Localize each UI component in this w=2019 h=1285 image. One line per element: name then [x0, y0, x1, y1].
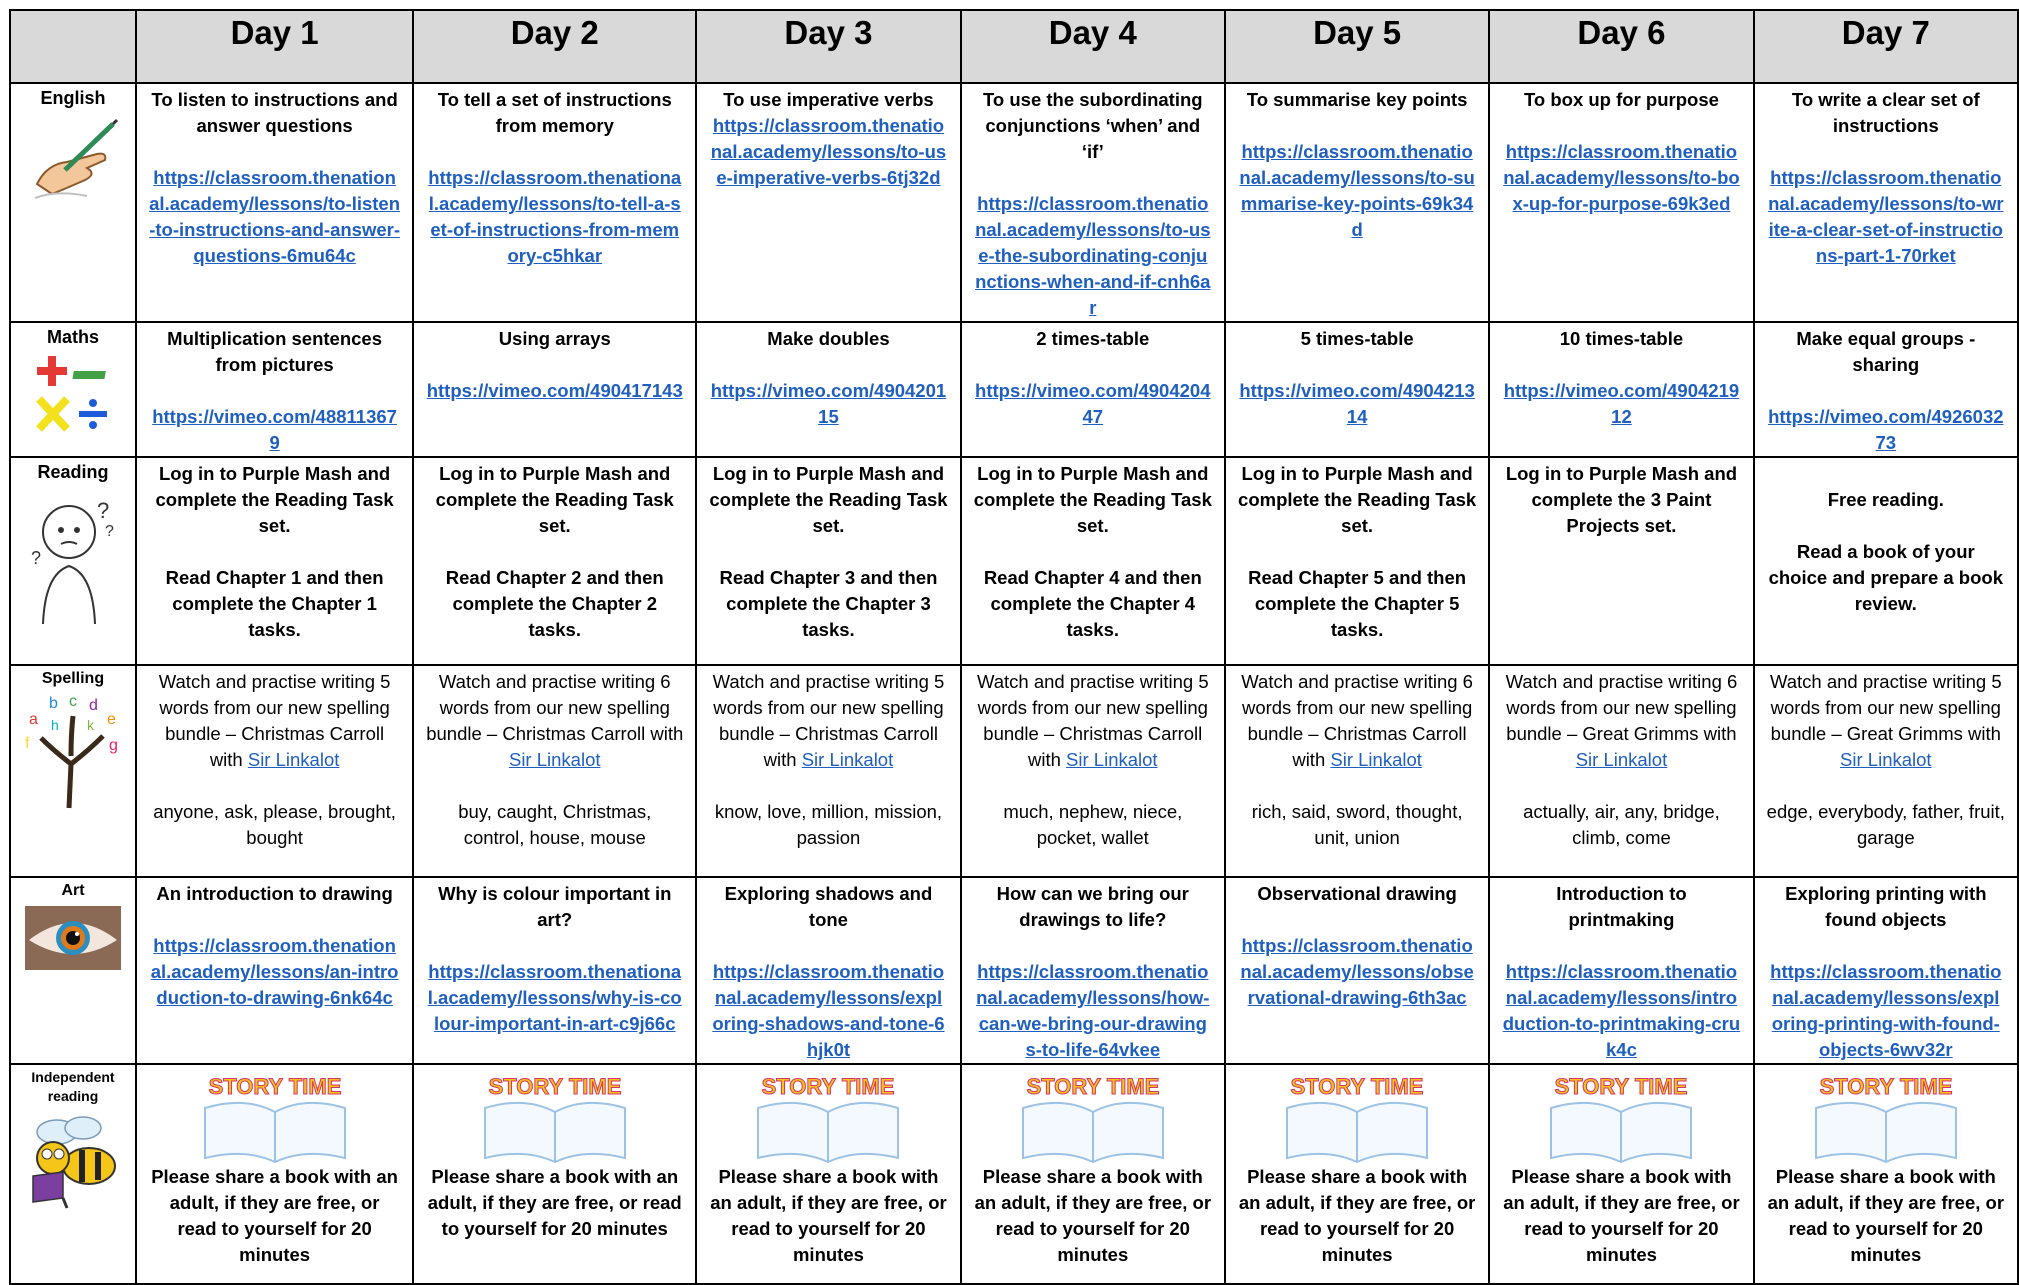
video-link[interactable]: https://vimeo.com/490420115 [710, 380, 947, 427]
lesson-title: To use the subordinating conjunctions ‘when’ and ‘if’ [982, 89, 1203, 162]
video-link[interactable]: https://vimeo.com/490421314 [1239, 380, 1475, 427]
independent-reading-cell [1225, 1064, 1489, 1284]
lesson-title: To listen to instructions and answer questions [151, 89, 398, 136]
svg-text:?: ? [105, 523, 114, 541]
reading-cell [136, 457, 413, 665]
art-row [10, 877, 2018, 1064]
spelling-task [709, 669, 947, 773]
subject-label: Art [61, 882, 85, 899]
lesson-link[interactable]: https://classroom.thenational.academy/lessons/why-is-colour-important-in-art-c9j66c [427, 961, 682, 1034]
story-time-logo [1267, 1068, 1447, 1164]
spelling-cell [1489, 665, 1753, 877]
maths-cell [413, 322, 696, 457]
sir-linkalot-link[interactable]: Sir Linkalot [1066, 749, 1158, 770]
eye-icon [25, 906, 121, 970]
lesson-title: Why is colour important in art? [438, 883, 672, 930]
svg-text:STORY TIME: STORY TIME [762, 1074, 895, 1099]
day-header: Day 5 [1225, 10, 1489, 83]
art-cell [961, 877, 1225, 1064]
independent-reading-text: Please share a book with an adult, if they are free, or read to yourself for 20 minutes [1767, 1166, 2005, 1265]
svg-text:d: d [89, 696, 98, 714]
story-time-logo [1531, 1068, 1711, 1164]
lesson-title: An introduction to drawing [156, 883, 393, 904]
maths-cell [961, 322, 1225, 457]
sir-linkalot-link[interactable]: Sir Linkalot [247, 749, 340, 770]
sir-linkalot-link[interactable]: Sir Linkalot [1330, 749, 1422, 770]
maths-cell [696, 322, 960, 457]
spelling-cell [1225, 665, 1489, 877]
spelling-cell [136, 665, 413, 877]
independent-reading-text: Please share a book with an adult, if they are free, or read to yourself for 20 minutes [1238, 1166, 1476, 1265]
subject-label: Reading [37, 462, 109, 482]
spelling-words: edge, everybody, father, fruit, garage [1766, 801, 2005, 848]
independent-reading-text: Please share a book with an adult, if they are free, or read to yourself for 20 minutes [427, 1166, 682, 1239]
day-header: Day 3 [696, 10, 960, 83]
video-link[interactable]: https://vimeo.com/488113679 [152, 406, 397, 453]
independent-reading-row [10, 1064, 2018, 1284]
subject-label: English [40, 88, 106, 108]
spelling-cell [413, 665, 696, 877]
independent-reading-cell [136, 1064, 413, 1284]
spelling-task [149, 669, 400, 773]
spelling-words: anyone, ask, please, brought, bought [153, 801, 396, 848]
lesson-title: Exploring shadows and tone [724, 883, 933, 930]
sir-linkalot-link[interactable]: Sir Linkalot [801, 749, 894, 770]
day-header: Day 1 [136, 10, 413, 83]
spelling-task-text: Watch and practise writing 5 words from our new spelling bundle – Christmas Carroll with [158, 671, 391, 770]
day-header: Day 2 [413, 10, 696, 83]
spelling-task-text: Watch and practise writing 5 words from our new spelling bundle – Christmas Carroll with [976, 671, 1209, 770]
reading-row [10, 457, 2018, 665]
story-time-logo [465, 1068, 645, 1164]
story-time-logo [185, 1068, 365, 1164]
math-operators-icon [33, 353, 113, 433]
art-cell [1489, 877, 1753, 1064]
english-cell [1754, 83, 2018, 322]
english-cell [136, 83, 413, 322]
spelling-words: actually, air, any, bridge, climb, come [1523, 801, 1720, 848]
art-cell [413, 877, 696, 1064]
spelling-task [1238, 669, 1476, 773]
day-header: Day 7 [1754, 10, 2018, 83]
day-header: Day 4 [961, 10, 1225, 83]
maths-cell [1754, 322, 2018, 457]
task-text: Free reading. [1827, 489, 1944, 510]
lesson-link[interactable]: https://classroom.thenational.academy/lessons/to-use-the-subordinating-conjunctions-when-and-if-cnh6ar [975, 193, 1211, 318]
spelling-row [10, 665, 2018, 877]
story-time-logo [738, 1068, 918, 1164]
task-text: Log in to Purple Mash and complete the Reading Task set. [435, 463, 674, 536]
lesson-title: Introduction to printmaking [1556, 883, 1687, 930]
spelling-task-text: Watch and practise writing 6 words from our new spelling bundle – Christmas Carroll with [1241, 671, 1473, 770]
spelling-task-text: Watch and practise writing 5 words from our new spelling bundle – Christmas Carroll with [712, 671, 945, 770]
svg-text:g: g [109, 736, 118, 754]
spelling-cell [1754, 665, 2018, 877]
task-text: Log in to Purple Mash and complete the 3 Paint Projects set. [1505, 463, 1738, 536]
english-cell [1225, 83, 1489, 322]
art-cell [136, 877, 413, 1064]
task-text: Log in to Purple Mash and complete the Reading Task set. [709, 463, 948, 536]
subject-cell-english [10, 83, 136, 322]
svg-text:STORY TIME: STORY TIME [1555, 1074, 1688, 1099]
spelling-words: buy, caught, Christmas, control, house, mouse [458, 801, 652, 848]
thinking-person-icon [25, 488, 121, 626]
svg-text:?: ? [97, 498, 110, 524]
spelling-task-text: Watch and practise writing 5 words from our new spelling bundle – Great Grimms with [1769, 671, 2002, 744]
task-text: Log in to Purple Mash and complete the Reading Task set. [1238, 463, 1477, 536]
lesson-title: To summarise key points [1246, 89, 1468, 110]
lesson-title: Using arrays [498, 328, 611, 349]
independent-reading-cell [696, 1064, 960, 1284]
spelling-cell [961, 665, 1225, 877]
subject-label: Independent reading [31, 1069, 115, 1104]
lesson-title: How can we bring our drawings to life? [996, 883, 1189, 930]
subject-cell-reading [10, 457, 136, 665]
art-cell [696, 877, 960, 1064]
lesson-link[interactable]: https://classroom.thenational.academy/lessons/observational-drawing-6th3ac [1240, 935, 1474, 1008]
svg-text:e: e [107, 710, 116, 728]
independent-reading-cell [413, 1064, 696, 1284]
english-cell [1489, 83, 1753, 322]
task-text: Read Chapter 2 and then complete the Chapter 2 tasks. [445, 567, 664, 640]
lesson-title: 2 times-table [1036, 328, 1150, 349]
independent-reading-text: Please share a book with an adult, if they are free, or read to yourself for 20 minutes [710, 1166, 947, 1265]
video-link[interactable]: https://vimeo.com/492603273 [1768, 406, 2004, 453]
bee-reading-icon [23, 1110, 123, 1210]
svg-text:STORY TIME: STORY TIME [488, 1074, 622, 1099]
spelling-task [426, 669, 683, 773]
task-text: Log in to Purple Mash and complete the Reading Task set. [155, 463, 394, 536]
svg-text:c: c [69, 693, 77, 710]
task-text: Read Chapter 3 and then complete the Chapter 3 tasks. [719, 567, 938, 640]
task-text: Log in to Purple Mash and complete the Reading Task set. [973, 463, 1212, 536]
lesson-title: 5 times-table [1300, 328, 1414, 349]
subject-label: Spelling [41, 670, 105, 687]
reading-cell [413, 457, 696, 665]
spelling-task-text: Watch and practise writing 6 words from our new spelling bundle – Great Grimms with [1505, 671, 1738, 744]
independent-reading-text: Please share a book with an adult, if they are free, or read to yourself for 20 minutes [974, 1166, 1212, 1265]
task-text: Read Chapter 5 and then complete the Chapter 5 tasks. [1248, 567, 1467, 640]
svg-text:f: f [25, 734, 30, 752]
maths-cell [1489, 322, 1753, 457]
independent-reading-text: Please share a book with an adult, if they are free, or read to yourself for 20 minutes [151, 1166, 398, 1265]
lesson-title: Observational drawing [1257, 883, 1457, 904]
lesson-title: Make equal groups - sharing [1796, 328, 1976, 375]
lesson-title: Exploring printing with found objects [1785, 883, 1987, 930]
lesson-link[interactable]: https://classroom.thenational.academy/lessons/exploring-shadows-and-tone-6hjk0t [712, 961, 945, 1060]
maths-cell [136, 322, 413, 457]
maths-cell [1225, 322, 1489, 457]
spelling-words: know, love, million, mission, passion [714, 801, 943, 848]
video-link[interactable]: https://vimeo.com/490417143 [426, 380, 683, 401]
lesson-title: To tell a set of instructions from memory [437, 89, 672, 136]
svg-text:?: ? [31, 548, 42, 569]
subject-cell-art [10, 877, 136, 1064]
header-row [10, 10, 2018, 83]
independent-reading-cell [1489, 1064, 1753, 1284]
lesson-title: To box up for purpose [1523, 89, 1719, 110]
story-time-logo [1796, 1068, 1976, 1164]
subject-cell-independent-reading [10, 1064, 136, 1284]
svg-text:h: h [51, 716, 59, 733]
reading-cell [961, 457, 1225, 665]
svg-text:a: a [29, 710, 38, 728]
spelling-task-text: Watch and practise writing 6 words from our new spelling bundle – Christmas Carroll with [426, 671, 684, 744]
weekly-plan-table [9, 9, 2019, 1285]
art-cell [1754, 877, 2018, 1064]
svg-text:STORY TIME: STORY TIME [1819, 1074, 1953, 1099]
spelling-task [1502, 669, 1740, 773]
lesson-link[interactable]: https://classroom.thenational.academy/lessons/to-box-up-for-purpose-69k3ed [1503, 141, 1740, 214]
hand-writing-icon [27, 114, 119, 202]
independent-reading-cell [1754, 1064, 2018, 1284]
spelling-task [974, 669, 1212, 773]
lesson-title: Make doubles [767, 328, 890, 349]
letter-tree-icon [23, 694, 123, 810]
reading-cell [1225, 457, 1489, 665]
day-header: Day 6 [1489, 10, 1753, 83]
lesson-title: 10 times-table [1559, 328, 1684, 349]
svg-text:k: k [87, 716, 94, 733]
subject-cell-spelling [10, 665, 136, 877]
video-link[interactable]: https://vimeo.com/490420447 [975, 380, 1211, 427]
video-link[interactable]: https://vimeo.com/490421912 [1503, 380, 1740, 427]
lesson-link[interactable]: https://classroom.thenational.academy/lessons/how-can-we-bring-our-drawings-to-life-64vkee [976, 961, 1210, 1060]
lesson-link[interactable]: https://classroom.thenational.academy/lessons/to-tell-a-set-of-instructions-from-memory-c5hkar [428, 167, 682, 266]
svg-text:STORY TIME: STORY TIME [1026, 1074, 1160, 1099]
sir-linkalot-link[interactable]: Sir Linkalot [1840, 749, 1932, 770]
independent-reading-text: Please share a book with an adult, if they are free, or read to yourself for 20 minutes [1503, 1166, 1740, 1265]
lesson-title: Multiplication sentences from pictures [167, 328, 383, 375]
task-text: Read a book of your choice and prepare a book review. [1768, 541, 2003, 614]
lesson-link[interactable]: https://classroom.thenational.academy/lessons/exploring-printing-with-found-objects-6wv32r [1770, 961, 2002, 1060]
reading-cell [1754, 457, 2018, 665]
reading-cell [1489, 457, 1753, 665]
lesson-link[interactable]: https://classroom.thenational.academy/lessons/an-introduction-to-drawing-6nk64c [150, 935, 399, 1008]
svg-text:STORY TIME: STORY TIME [208, 1074, 342, 1099]
lesson-link[interactable]: https://classroom.thenational.academy/lessons/to-use-imperative-verbs-6tj32d [710, 115, 947, 188]
english-row [10, 83, 2018, 322]
task-text: Read Chapter 4 and then complete the Chapter 4 tasks. [983, 567, 1202, 640]
maths-row [10, 322, 2018, 457]
independent-reading-cell [961, 1064, 1225, 1284]
english-cell [961, 83, 1225, 322]
reading-cell [696, 457, 960, 665]
spelling-task [1767, 669, 2005, 773]
corner-cell [10, 10, 136, 83]
spelling-words: rich, said, sword, thought, unit, union [1251, 801, 1463, 848]
lesson-link[interactable]: https://classroom.thenational.academy/lessons/to-summarise-key-points-69k34d [1239, 141, 1475, 240]
spelling-words: much, nephew, niece, pocket, wallet [1003, 801, 1183, 848]
lesson-title: To use imperative verbs [723, 89, 934, 110]
task-text: Read Chapter 1 and then complete the Chapter 1 tasks. [165, 567, 384, 640]
art-cell [1225, 877, 1489, 1064]
lesson-link[interactable]: https://classroom.thenational.academy/lessons/introduction-to-printmaking-cruk4c [1502, 961, 1741, 1060]
sir-linkalot-link[interactable]: Sir Linkalot [1575, 749, 1668, 770]
english-cell [696, 83, 960, 322]
lesson-link[interactable]: https://classroom.thenational.academy/lessons/to-listen-to-instructions-and-answer-questions-6mu64c [149, 167, 401, 266]
story-time-logo [1003, 1068, 1183, 1164]
svg-text:b: b [49, 694, 58, 712]
lesson-title: To write a clear set of instructions [1791, 89, 1980, 136]
subject-cell-maths [10, 322, 136, 457]
subject-label: Maths [46, 327, 99, 347]
english-cell [413, 83, 696, 322]
svg-text:STORY TIME: STORY TIME [1290, 1074, 1424, 1099]
spelling-cell [696, 665, 960, 877]
lesson-link[interactable]: https://classroom.thenational.academy/lessons/to-write-a-clear-set-of-instructions-part-1-70rket [1768, 167, 2004, 266]
sir-linkalot-link[interactable]: Sir Linkalot [508, 749, 601, 770]
